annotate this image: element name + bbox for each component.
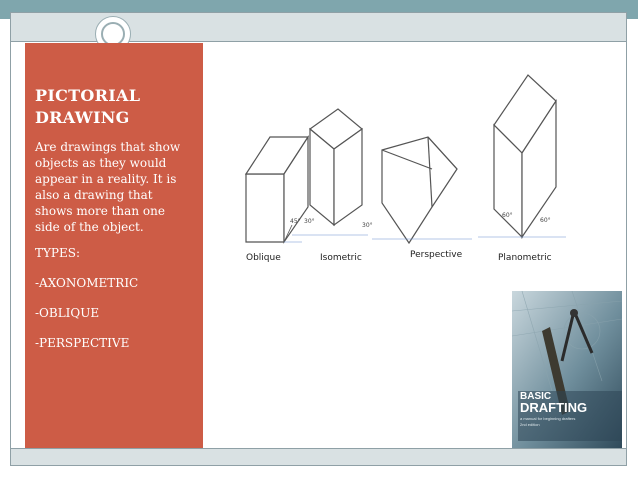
title-line-1: PICTORIAL (35, 86, 141, 105)
angle-label: 45° (290, 218, 301, 225)
planometric-block-drawing (478, 75, 566, 237)
type-item: -OBLIQUE (35, 306, 100, 320)
angle-label: 60° (502, 212, 513, 219)
title-line-2: DRAWING (35, 108, 130, 127)
book-title-line-1: BASIC (520, 391, 552, 402)
text-panel (25, 43, 203, 448)
footer-strip (11, 448, 626, 465)
oblique-block-drawing (246, 137, 308, 242)
perspective-drawing (372, 137, 472, 243)
label-planometric: Planometric (498, 253, 552, 263)
book-title-line-2: DRAFTING (520, 400, 588, 415)
pictorial-drawing-diagram (232, 57, 572, 267)
type-item: -AXONOMETRIC (35, 276, 139, 290)
description-text: Are drawings that show objects as they would appear in a reality. It is also a drawing that shows more than one side of the object. (35, 140, 181, 234)
type-item: -PERSPECTIVE (35, 336, 130, 350)
label-oblique: Oblique (246, 253, 281, 263)
book-subtitle: a manual for beginning drafters (520, 416, 576, 421)
slide-title (35, 85, 193, 129)
label-perspective: Perspective (410, 250, 463, 260)
angle-label: 60° (540, 217, 551, 224)
angle-label: 30° (304, 218, 315, 225)
book-cover-image (512, 291, 622, 448)
book-edition: 2nd edition (520, 422, 540, 427)
angle-label: 30° (362, 222, 373, 229)
types-label: TYPES: (35, 246, 81, 260)
label-isometric: Isometric (320, 253, 362, 263)
